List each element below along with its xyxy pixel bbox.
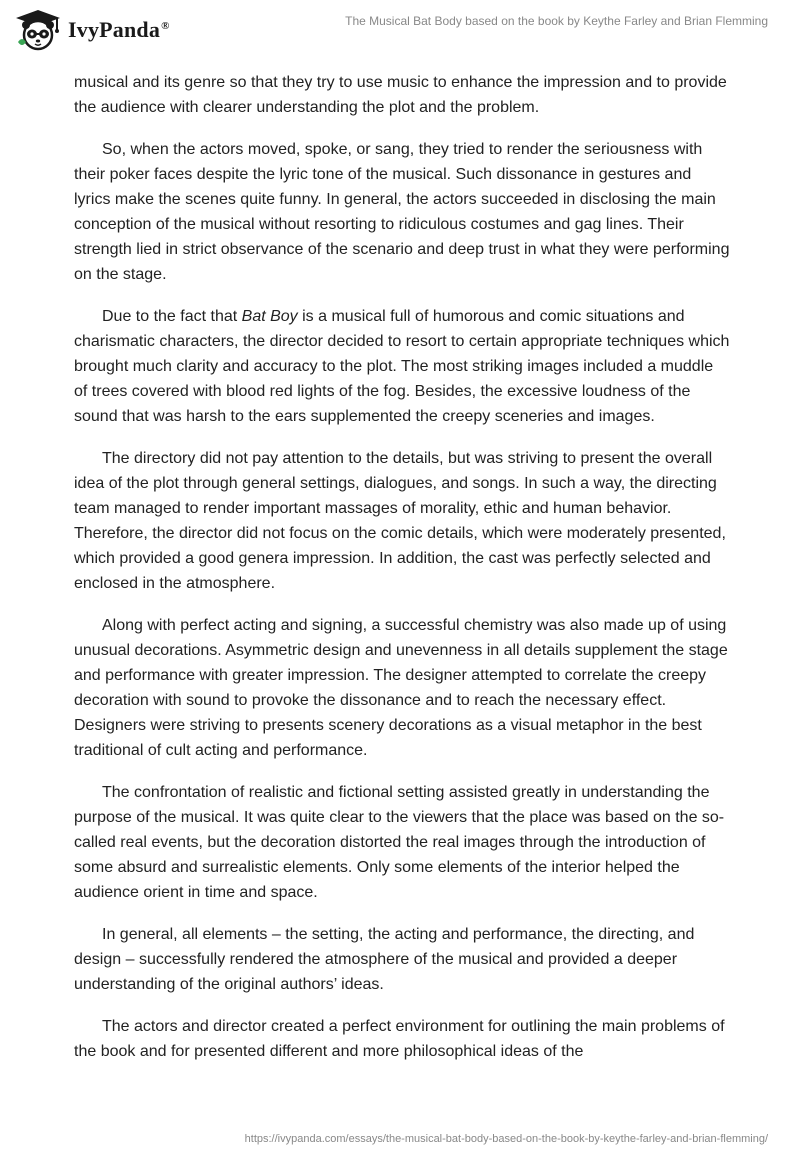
paragraph: The actors and director created a perfect environment for outlining the main problems of the book and for presented different and more philosophical ideas of the bbox=[74, 1018, 725, 1060]
ivypanda-logo[interactable] bbox=[14, 8, 170, 52]
title-emphasis: Bat Boy bbox=[241, 308, 298, 325]
logo-wordmark: IvyPanda® bbox=[68, 17, 170, 42]
paragraph: Along with perfect acting and signing, a successful chemistry was also made up of using unusual decorations. Asymmetric design and unevenness in all details supplement the stage and performance with greater impression. The designer attempted to correlate the creepy decoration with sound to provoke the dissonance and to reach the necessary effect. Designers were striving to presents scenery decorations as a visual metaphor in the best traditional of cult acting and performance. bbox=[74, 617, 728, 759]
source-url-link[interactable]: https://ivypanda.com/essays/the-musical-bat-body-based-on-the-book-by-keythe-farley-and-brian-flemming/ bbox=[244, 1133, 768, 1145]
paragraph: So, when the actors moved, spoke, or sang, they tried to render the seriousness with their poker faces despite the lyric tone of the musical. Such dissonance in gestures and lyrics make the scenes quite funny. In general, the actors succeeded in disclosing the main conception of the musical without resorting to ridiculous costumes and gag lines. Their strength lied in strict observance of the scenario and deep trust in what they were performing on the stage. bbox=[74, 141, 730, 283]
paragraph: In general, all elements – the setting, the acting and performance, the directing, and design – successfully rendered the atmosphere of the musical and provided a deeper understanding of the original authors’ ideas. bbox=[74, 926, 695, 993]
essay-body bbox=[74, 70, 730, 1081]
paragraph-text: is a musical full of humorous and comic situations and charismatic characters, the director decided to resort to certain appropriate techniques which brought much clarity and accuracy to the plot. The most striking images included a muddle of trees covered with blood red lights of the fog. Besides, the excessive loudness of the sound that was harsh to the ears supplemented the creepy sceneries and images. bbox=[74, 308, 730, 425]
paragraph bbox=[74, 304, 730, 429]
paragraph: The confrontation of realistic and fictional setting assisted greatly in understanding the purpose of the musical. It was quite clear to the viewers that the place was based on the so-called real events, but the decoration distorted the real images through the introduction of some absurd and surrealistic elements. Only some elements of the interior helped the audience orient in time and space. bbox=[74, 784, 725, 901]
panda-graduate-icon bbox=[14, 8, 62, 52]
paragraph-text: Due to the fact that bbox=[102, 308, 242, 325]
paragraph: The directory did not pay attention to the details, but was striving to present the overall idea of the plot through general settings, dialogues, and songs. In such a way, the directing team managed to render important massages of morality, ethic and human behavior. Therefore, the director did not focus on the comic details, which were moderately presented, which provided a good genera impression. In addition, the cast was perfectly selected and enclosed in the atmosphere. bbox=[74, 450, 726, 592]
document-title: The Musical Bat Body based on the book by Keythe Farley and Brian Flemming bbox=[345, 14, 768, 28]
page-header bbox=[0, 0, 800, 60]
paragraph: musical and its genre so that they try to use music to enhance the impression and to provide the audience with clearer understanding the plot and the problem. bbox=[74, 74, 727, 116]
